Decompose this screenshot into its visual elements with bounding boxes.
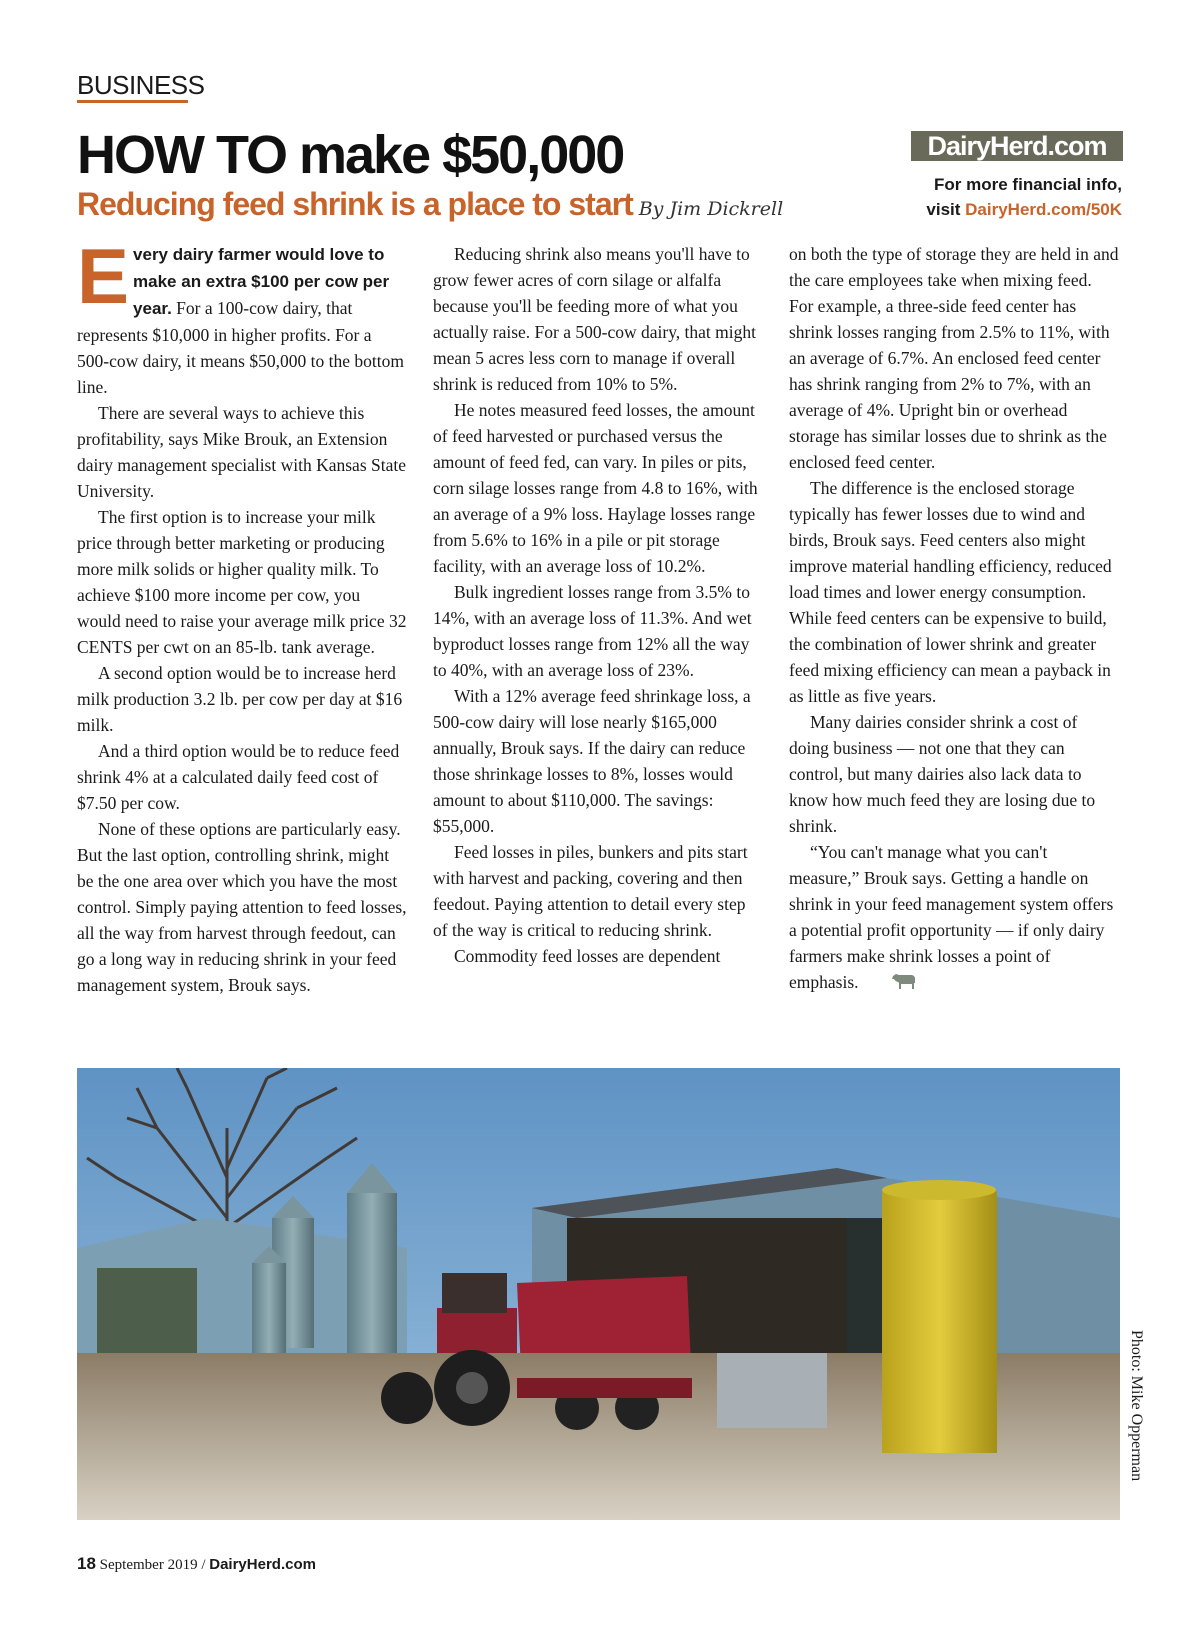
article-column-2 bbox=[433, 241, 763, 969]
cow-end-icon bbox=[869, 970, 918, 997]
paragraph: He notes measured feed losses, the amount of feed harvested or purchased versus the amount of feed fed, can vary. In piles or pits, corn silage losses range from 4.8 to 16%, with an average of a 9% loss. Haylage losses range from 5.6% to 16% in a pile or pit storage facility, with an average loss of 10.2%. bbox=[433, 400, 758, 576]
paragraph: The difference is the enclosed storage typically has fewer losses due to wind and birds, Brouk says. Feed centers also might improve material handling efficiency, reduced load times and lower energy consumption. While feed centers can be expensive to build, the combination of lower shrink and greater feed mixing efficiency can mean a payback in as little as five years. bbox=[789, 478, 1112, 706]
paragraph: A second option would be to increase herd milk production 3.2 lb. per cow per day at $16 milk. bbox=[77, 663, 403, 735]
lead-in: very dairy farmer would love to make an extra $100 per cow per year. bbox=[133, 245, 390, 318]
paragraph: on both the type of storage they are held in and the care employees take when mixing feed. For example, a three-side feed center has shrink losses ranging from 2.5% to 11%, with an average of 6.7%. An enclosed feed center has shrink ranging from 2% to 7%, with an average of 4%. Upright bin or overhead storage has similar losses due to shrink as the enclosed feed center. bbox=[789, 244, 1119, 472]
promo-link[interactable]: DairyHerd.com/50K bbox=[965, 200, 1122, 219]
paragraph-text: For a 100-cow dairy, that represents $10,000 in higher profits. For a 500-cow dairy, it means $50,000 to the bottom line. bbox=[77, 298, 404, 397]
photo-credit bbox=[1123, 1330, 1145, 1520]
paragraph bbox=[77, 232, 407, 400]
deck: Reducing feed shrink is a place to start bbox=[77, 186, 633, 222]
paragraph: Feed losses in piles, bunkers and pits start with harvest and packing, covering and then feedout. Paying attention to detail every step of the way is critical to reducing shrink. bbox=[433, 842, 748, 940]
paragraph-text: “You can't manage what you can't measure,” Brouk says. Getting a handle on shrink in your feed management system offers a potential profit opportunity — if only dairy farmers make shrink losses a point of emphasis. bbox=[789, 842, 1114, 992]
article-column-3 bbox=[789, 241, 1119, 997]
photo-credit-text: Photo: Mike Opperman bbox=[1128, 1330, 1145, 1482]
subheadline bbox=[77, 186, 783, 223]
silo bbox=[347, 1193, 397, 1353]
section-underline bbox=[77, 100, 188, 103]
footer-site: DairyHerd.com bbox=[209, 1556, 316, 1573]
section-label: BUSINESS bbox=[77, 70, 205, 100]
paragraph bbox=[789, 839, 1119, 997]
promo-line-1: For more financial info, bbox=[934, 175, 1122, 194]
promo-line-2 bbox=[926, 197, 1122, 222]
dairyherd-logo: DairyHerd.com bbox=[911, 131, 1123, 161]
issue-date: September 2019 / bbox=[99, 1557, 206, 1573]
page-footer bbox=[77, 1554, 316, 1574]
paragraph: And a third option would be to reduce feed shrink 4% at a calculated daily feed cost of $7.50 per cow. bbox=[77, 741, 400, 813]
paragraph: Bulk ingredient losses range from 3.5% to 14%, with an average loss of 11.3%. And wet byproduct losses range from 12% all the way to 40%, with an average loss of 23%. bbox=[433, 582, 752, 680]
page-number: 18 bbox=[77, 1554, 96, 1573]
paragraph: There are several ways to achieve this profitability, says Mike Brouk, an Extension dairy management specialist with Kansas State University. bbox=[77, 403, 407, 501]
paragraph: Reducing shrink also means you'll have to grow fewer acres of corn silage or alfalfa because you'll be feeding more of what you actually raise. For a 500-cow dairy, that might mean 5 acres less corn to manage if overall shrink is reduced from 10% to 5%. bbox=[433, 244, 757, 394]
drop-cap: E bbox=[77, 232, 130, 320]
promo-visit: visit bbox=[926, 200, 966, 219]
paragraph: With a 12% average feed shrinkage loss, a 500-cow dairy will lose nearly $165,000 annually, Brouk says. If the dairy can reduce those shrinkage losses to 8%, losses would amount to about $110,000. The savings: $55,000. bbox=[433, 686, 751, 836]
headline: HOW TO make $50,000 bbox=[77, 125, 624, 185]
paragraph: The first option is to increase your milk price through better marketing or producing more milk solids or higher quality milk. To achieve $100 more income per cow, you would need to raise your average milk price 32 CENTS per cwt on an 85-lb. tank average. bbox=[77, 507, 407, 657]
paragraph: Commodity feed losses are dependent bbox=[454, 946, 721, 966]
feed-center-photo bbox=[77, 1068, 1120, 1520]
paragraph: None of these options are particularly easy. But the last option, controlling shrink, might be the one area over which you have the most control. Simply paying attention to feed losses, all the way from harvest through feedout, can go a long way in reducing shrink in your feed management system, Brouk says. bbox=[77, 819, 407, 995]
paragraph: Many dairies consider shrink a cost of doing business — not one that they can control, but many dairies also lack data to know how much feed they are losing due to shrink. bbox=[789, 712, 1096, 836]
promo-box bbox=[926, 172, 1122, 222]
article-column-1 bbox=[77, 232, 407, 998]
byline: By Jim Dickrell bbox=[638, 198, 784, 220]
